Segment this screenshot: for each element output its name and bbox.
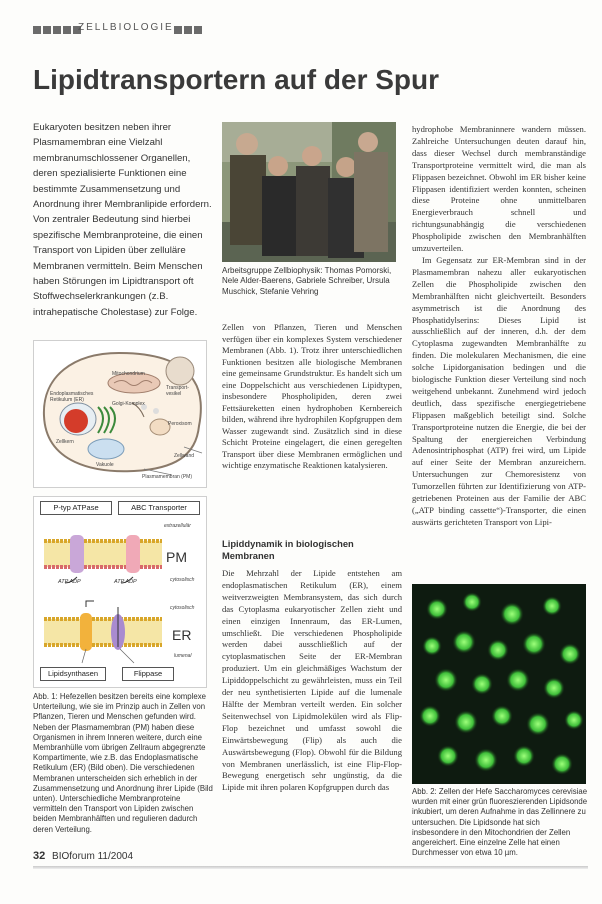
section-label: ZELLBIOLOGIE xyxy=(78,22,174,33)
body-paragraph: Zellen von Pflanzen, Tieren und Menschen verfügen über ein komplexes System verschiedener Membranen (Abb. 1). Trotz ihrer unterschiedlichen Funktionen besitzen alle biologische Membranen eine gemeinsame Grundstruktur. Es handelt sich um eine Doppelschicht aus verschiedenen Lipidtypen, insbesondere Phospholipiden, deren zwei Fettsäureketten einen hydrophoben Kernbereich bilden, während ihre hydrophilen Kopfgruppen dem Wasser zugewandt sind. Zusätzlich sind in diese Schicht Proteine eingelagert, die einen geregelten Transport über diese Membranen ermöglichen und wichtige enzymatische Reaktionen katalysieren. xyxy=(222,322,402,470)
label-peroxisom: Peroxisom xyxy=(168,421,192,427)
label-golgi: Golgi-Komplex xyxy=(112,401,145,407)
body-text-col2-lower: Die Mehrzahl der Lipide entstehen am endoplasmatischen Retikulum (ER), einem weitverzweigten Membransystem, das sich durch das Cytoplasma eukaryotischer Zellen zieht und einen einzigen Innenraum, das ER-Lumen, umschließt. Die verschiedenen Phospholipide werden dabei ausschließlich auf der cytoplasmatischen Seite der ER-Membran produziert. Um ein gleichmäßiges Wachstum der Lipiddoppelschicht zu gewährleisten, muss ein Teil der neu synthetisierten Lipide auf die lumenale Hälfte der Membran verteilt werden. Ein solcher Seitenwechsel von Lipidmolekülen wird als Flip-Flop bezeichnet und umfasst sowohl die Einwärtsbewegung (Flip) als auch die Auswärtsbewegung (Flop). Obwohl für die Bildung von Membranen unerlässlich, ist eine Flip-Flop-Bewegung energetisch sehr ungünstig, da die Lipide mit ihren polaren Kopfgruppen durch das xyxy=(222,568,402,793)
group-photo xyxy=(222,122,396,262)
header-squares-right xyxy=(174,26,202,34)
label-atp-adp-1: ATP ADP xyxy=(58,579,81,585)
label-transport: Transport-vesikel xyxy=(166,385,189,397)
article-title: Lipidtransportern auf der Spur xyxy=(33,64,440,95)
body-text-col2 xyxy=(222,322,402,472)
label-lumenal: lumenal xyxy=(174,653,192,659)
label-er: Endoplasmatisches Retikulum (ER) xyxy=(50,391,94,403)
body-paragraph: hydrophobe Membraninnere wandern müssen. Zahlreiche Untersuchungen deuten darauf hin, dass dieser Wechsel durch membranständige Transportproteine vermittelt wird, die man als Flippasen bezeichnet. Obwohl im ER bisher keine Flippasen identifiziert werden konnten, scheinen diese Proteine ohne unmittelbaren Energieverbrauch schnell und richtungsunabhängig die verschiedenen Phospholipide zwischen den Membranhälften umzuverteilen. xyxy=(412,124,586,254)
label-cytosolisch-1: cytosolisch xyxy=(170,577,195,583)
label-cytosolisch-2: cytosolisch xyxy=(170,605,195,611)
footer-rule xyxy=(33,866,588,869)
fluorescence-micrograph xyxy=(412,584,586,784)
label-abc-transporter: ABC Transporter xyxy=(118,501,200,515)
page-number: 32 xyxy=(33,850,46,862)
pm-bilayer xyxy=(44,535,162,583)
header-squares-left xyxy=(33,26,81,34)
label-mitochondrium: Mitochondrium xyxy=(112,371,145,377)
label-flippase: Flippase xyxy=(122,667,174,681)
label-ER: ER xyxy=(172,627,192,643)
label-ptype-atpase: P-typ ATPase xyxy=(40,501,112,515)
page-footer xyxy=(33,850,133,862)
er-bilayer xyxy=(44,601,162,651)
body-text-col3 xyxy=(412,124,586,529)
lead-paragraph: Eukaryoten besitzen neben ihrer Plasmamembran eine Vielzahl membranumschlossener Organellen, deren spezialisierte Funktionen eine bestimmte Zusammensetzung und Anordnung ihrer Membranlipide erfordern. Von zentraler Bedeutung sind hierbei spezifische Membranproteine, die einen Transport von Lipiden über zelluläre Membranen vermitteln. Beim Menschen haben Störungen im Lipidtransport oft Stoffwechselerkrankungen (z.B. intrahepatische Cholestase) zur Folge. xyxy=(33,122,212,318)
figure-2-caption: Abb. 2: Zellen der Hefe Saccharomyces cerevisiae wurden mit einer grün fluoreszierenden Lipidsonde inkubiert, um deren Aufnahme in das Zellinnere zu untersuchen. Die Lipidsonde hat sich insbesondere in den Mitochondrien der Zellen angereichert. Eine einzelne Zelle hat einen Durchmesser von etwa 10 µm. xyxy=(412,787,588,858)
label-PM: PM xyxy=(166,549,187,565)
label-zellwand: Zellwand xyxy=(174,453,195,459)
figure-1-caption: Abb. 1: Hefezellen besitzen bereits eine komplexe Unterteilung, wie sie im Prinzip auch in Zellen von Pflanzen, Tieren und Menschen gefunden wird. Neben der Plasmamembran (PM) haben diese Organismen in ihrem Inneren weitere, durch eine Membranhülle vom übrigen Zellraum abgegrenzte Kompartimente, wie z.B. das Endoplasmatische Retikulum (ER) (Bild oben). Die verschiedenen Membranen unterscheiden sich erheblich in der Zusammensetzung und Anordnung ihrer Lipide (Bild unten). Unterschiedliche Membranproteine vermitteln den Transport von Lipiden zwischen beiden Membranhälften und regulieren dadurch deren Verteilung. xyxy=(33,692,213,834)
membrane-diagram xyxy=(33,496,207,688)
label-extrazellulaer: extrazellulär xyxy=(164,523,191,529)
journal-name: BIOforum 11/2004 xyxy=(52,851,134,862)
cell-diagram xyxy=(33,340,207,488)
section-heading: Lipiddynamik in biologischen Membranen xyxy=(222,538,354,561)
label-atp-adp-2: ATP ADP xyxy=(114,579,137,585)
label-vakuole: Vakuole xyxy=(96,462,114,468)
photo-caption: Arbeitsgruppe Zellbiophysik: Thomas Pomorski, Nele Alder-Baerens, Gabriele Schreiber, Ursula Muschick, Stefanie Vehring xyxy=(222,266,392,296)
body-paragraph: Im Gegensatz zur ER-Membran sind in der Plasmamembran nahezu aller eukaryotischen Zellen die Phospholipide zwischen den Membranhälften nicht gleichverteilt. Besonders asymmetrisch ist die Anordnung des Phosphatidylserins: Dieses Lipid ist ausschließlich auf der inneren, d.h. der dem Cytoplasma zugewandten Membranhälfte zu finden. Die molekularen Mechanismen, die eine solche Lipidorganisation bedingen und die biologische Funktion dieser Verteilung sind noch weitgehend unbekannt. Zunehmend wird jedoch deutlich, dass spezifische energiegetriebene Flippasen maßgeblich beteiligt sind. Solche Transportproteine nutzen die Energie, die bei der Spaltung der energiereichen Verbindung Adenosintriphosphat (ATP) frei wird, um Lipide auf einer Seite der Membran anzureichern. Untersuchungen zur Chemoresistenz von Tumorzellen führten zur Identifizierung von ATP-getriebenen Proteinen aus der Familie der ABC („ATP binding cassette“)-Transporter, die einen auswärts gerichteten Transport von Lipi- xyxy=(412,254,586,527)
label-pm: Plasmamembran (PM) xyxy=(142,474,193,480)
label-lipidsynthasen: Lipidsynthasen xyxy=(40,667,106,681)
label-zellkern: Zellkern xyxy=(56,439,74,445)
